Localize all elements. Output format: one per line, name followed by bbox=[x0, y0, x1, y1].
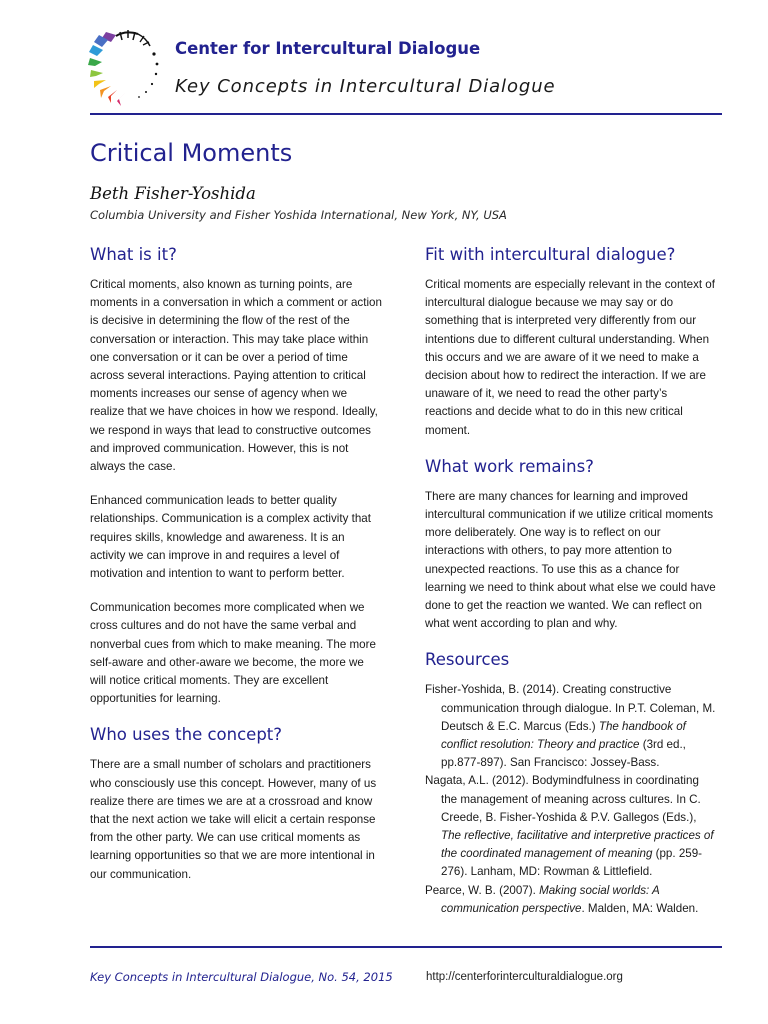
section-heading-resources: Resources bbox=[425, 650, 510, 670]
reference-item: Nagata, A.L. (2012). Bodymindfulness in coordinating the management of meaning across cultures. In C. Creede, B. Fisher-Yoshida & P.V. Gallegos (Eds.), The reflective, facilitative and interpretive practices of the coordinated management of meaning (pp. 259-276). Lanham, MD: Rowman & Littlefield. bbox=[425, 774, 714, 879]
paragraph: Enhanced communication leads to better quality relationships. Communication is a complex activity that requires skills, knowledge and awareness. It is an activity we can improve in and requires a level of motivation and intention to want to perform better. bbox=[90, 494, 371, 581]
org-name: Center for Intercultural Dialogue bbox=[175, 39, 481, 58]
section-heading-who-uses: Who uses the concept? bbox=[90, 725, 283, 745]
left-column bbox=[90, 244, 382, 900]
section-what-is-it bbox=[90, 244, 382, 708]
section-work-remains bbox=[425, 456, 717, 634]
right-column bbox=[425, 244, 717, 918]
reference-list bbox=[425, 681, 717, 918]
series-name: Key Concepts in Intercultural Dialogue bbox=[175, 76, 556, 97]
paragraph: Communication becomes more complicated when we cross cultures and do not have the same verbal and nonverbal cues from which to make meaning. The more self-aware and other-aware we become, the more we will notice critical moments. They are excellent opportunities for learning. bbox=[90, 601, 376, 706]
header-divider bbox=[90, 113, 722, 115]
section-heading-what-is-it: What is it? bbox=[90, 245, 177, 264]
section-fit bbox=[425, 244, 717, 440]
article-author: Beth Fisher-Yoshida bbox=[90, 184, 256, 203]
paragraph: Critical moments, also known as turning points, are moments in a conversation in which a comment or action is decisive in determining the flow of the rest of the conversation or interaction. This may take place within one conversation or it can be over a period of time across several interactions. Paying attention to critical moments increases our sense of agency when we realize that we have choices in how we respond. Ideally, we respond in ways that lead to constructive outcomes and improved communication. However, this is not always the case. bbox=[90, 278, 382, 474]
footer-divider bbox=[90, 946, 722, 948]
section-who-uses bbox=[90, 724, 382, 883]
reference-item: Fisher-Yoshida, B. (2014). Creating constructive communication through dialogue. In P.T. Coleman, M. Deutsch & E.C. Marcus (Eds.) The handbook of conflict resolution: Theory and practice (3rd ed., pp.877-897). San Francisco: Jossey-Bass. bbox=[425, 683, 716, 770]
section-heading-fit: Fit with intercultural dialogue? bbox=[425, 245, 676, 264]
paragraph: There are many chances for learning and improved intercultural communication if we utilize critical moments more deliberately. One way is to reflect on our interactions with others, to pay more attention to unexpected reactions. To use this as a chance for learning we need to think about what else we could have done to get the reaction we wanted. We can reflect on what went according to plan and why. bbox=[425, 489, 716, 631]
footer-url-link[interactable]: http://centerforinterculturaldialogue.org bbox=[426, 971, 623, 983]
rainbow-circle-logo-icon bbox=[82, 28, 166, 108]
footer-citation: Key Concepts in Intercultural Dialogue, No. 54, 2015 bbox=[90, 970, 393, 984]
reference-item: Pearce, W. B. (2007). Making social worlds: A communication perspective. Malden, MA: Walden. bbox=[425, 883, 699, 915]
article-title: Critical Moments bbox=[90, 139, 293, 167]
paragraph: Critical moments are especially relevant in the context of intercultural dialogue because we may say or do something that is interpreted very differently from our intentions due to different cultural understanding. When this occurs and we are aware of it we need to make a decision about how to redirect the interaction. If we are unaware of it, we need to read the other party’s reactions and decide what to do in this new critical moment. bbox=[425, 278, 715, 437]
section-heading-work-remains: What work remains? bbox=[425, 456, 594, 476]
article-affiliation: Columbia University and Fisher Yoshida International, New York, NY, USA bbox=[90, 208, 507, 222]
paragraph: There are a small number of scholars and practitioners who consciously use this concept. However, many of us realize there are times we are at a crossroad and know that the next action we take will elicit a certain response from the other party. We can use critical moments as learning opportunities so that we are more intentional in our communication. bbox=[90, 758, 377, 881]
section-resources bbox=[425, 649, 717, 918]
